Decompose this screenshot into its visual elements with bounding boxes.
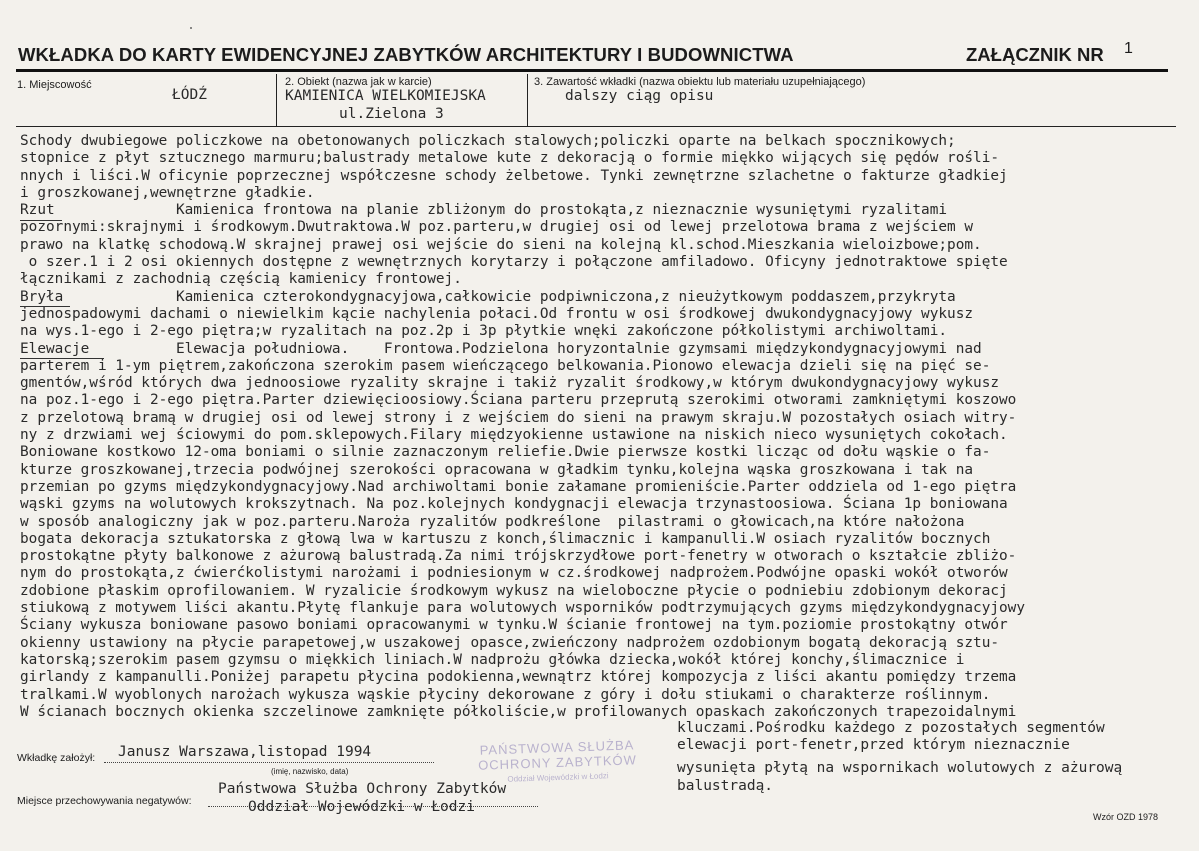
object-value-line1: KAMIENICA WIELKOMIEJSKA [285,88,486,104]
locality-value: ŁÓDŹ [172,87,207,103]
object-label: 2. Obiekt (nazwa jak w karcie) [285,76,432,88]
description-text: Schody dwubiegowe policzkowe na obetonowanych policzkach stalowych;policzki oparte na belkach spocznikowych; stopnice z płyt sztucznego marmuru;balustrady metalowe kute z dekoracją o formie miękko wijących się pędów rośli- nnych i liści.W oficynie poprzecznej współczesne schody żelbetowe. Tynki zewnętrzne szlachetne o fakturze gładkiej i groszkowanej,wewnętrzne gładkie. Rzut Kamienica frontowa na planie zbliżonym do prostokąta,z nieznacznie wysuniętymi ryzalitami pozornymi:skrajnymi i środkowym.Dwutraktowa.W poz.parteru,w drugiej osi od lewej przelotowa brama z wejściem w prawo na klatkę schodową.W skrajnej prawej osi wejście do sieni na kolejną kl.schod.Mieszkania wieloizbowe;pom. o szer.1 i 2 osi okiennych dostępne z wewnętrznych korytarzy i połączone amfiladowo. Oficyny jednotraktowe spięte łącznikami z zachodnią częścią kamienicy frontowej. Bryła Kamienica czterokondygnacyjowa,całkowicie podpiwniczona,z nieużytkowym poddaszem,przykryta jednospadowymi dachami o niewielkim kącie nachylenia połaci.Od frontu w osi środkowej dwukondygnacyjowy wykusz na wys.1-ego i 2-ego piętra;w ryzalitach na poz.2p i 3p płytkie wnęki zakończone półkolistymi archiwoltami. Elewacje Elewacja południowa. Frontowa.Podzielona horyzontalnie gzymsami międzykondygnacyjowymi nad parterem i 1-ym piętrem,zakończona szerokim pasem wieńczącego belkowania.Pionowo elewacja dzieli się na pięć se- gmentów,wśród których dwa jednoosiowe ryzality skrajne i takiż ryzalit środkowy,w którym dwukondygnacyjowy wykusz na poz.1-ego i 2-ego piętra.Parter dziewięcioosiowy.Ściana parteru przeprutą szerokimi otworami zamkniętymi koszowo z przelotową bramą w drugiej osi od lewej strony i z wejściem do sieni na prawym skraju.W pozostałych osiach witry- ny z drzwiami wej ściowymi do pom.sklepowych.Filary międzyokienne ustawione na niskich nieco wysuniętych cokołach. Boniowane kostkowo 12-oma boniami o silnie zaznaczonym reliefie.Dwie pierwsze kostki licząc od dołu wąskie o fa- kturze groszkowanej,trzecia podwójnej szerokości opracowana w gładkim tynku,kolejna wąska groszkowana i tak na przemian po gzyms międzykondygnacyjowy.Nad archiwoltami bonie załamane promieniście.Parter oddziela od 1-ego piętra wąski gzyms na wolutowych krokszytnach. Na poz.kolejnych kondygnacji elewacja trzynastoosiowa. Ściana 1p boniowana w sposób analogiczny jak w poz.parteru.Naroża ryzalitów podkreślone pilastrami o głowicach,na które nałożona bogata dekoracja sztukatorska z głową lwa w kartuszu z konch,ślimacznic i kampanulli.W osiach ryzalitów bocznych prostokątne płyty balkonowe z ażurową balustradą.Za nimi trójskrzydłowe port-fenetry w otworach o kształcie zbliżo- nym do prostokąta,z ćwierćkolistymi narożami i podniesionym w cz.środkowej nadprożem.Podwójne opaski wokół otworów zdobione płaskim oprofilowaniem. W ryzalicie środkowym wykusz na wieloboczne płycie o podniebiu zdobionym dekoracj stiukową z motywem liści akantu.Płytę flankuje para wolutowych wsporników podtrzymujących gzyms międzykondygnacyjowy Ściany wykusza boniowane pasowo boniami opracowanymi w tynku.W ścianie frontowej na tym.poziomie prostokątny otwór okienny ustawiony na płycie parapetowej,w uszakowej opasce,zwieńczony nadprożem ozdobionym bogatą dekoracją sztu- katorską;szerokim pasem gzymsu o miękkich liniach.W nadprożu główka dziecka,wokół której konchy,ślimacznice i girlandy z kampanulli.Poniżej parapetu płycina podokienna,wewnątrz której kompozycja z liści akantu pomiędzy trzema tralkami.W wyoblonych narożach wykusza wąskie płyciny dekorowane z góry i dołu stiukami o charakterze roślinnym. W ścianach bocznych okienka szczelinowe zamknięte półkoliście,w profilowanych opaskach zakończonych trapezoidalnymi [20,133,1026,720]
attachment-number: 1 [1124,40,1133,57]
field-divider [16,126,1176,127]
negatives-value-line1: Państwowa Służba Ochrony Zabytków [218,781,507,797]
prepared-by-hint: (imię, nazwisko, data) [271,767,349,776]
contents-label: 3. Zawartość wkładki (nazwa obiektu lub materiału uzupełniającego) [534,76,866,88]
negatives-label: Miejsce przechowywania negatywów: [17,795,192,807]
contents-value: dalszy ciąg opisu [565,88,714,104]
attachment-label: ZAŁĄCZNIK NR [966,44,1104,65]
official-stamp [469,737,645,788]
locality-label: 1. Miejscowość [17,79,92,91]
prepared-by-label: Wkładkę założył: [17,752,96,764]
form-title: WKŁADKA DO KARTY EWIDENCYJNEJ ZABYTKÓW ARCHITEKTURY I BUDOWNICTWA [18,44,794,65]
form-code: Wzór OZD 1978 [1093,812,1159,822]
stamp-line2: OCHRONY ZABYTKÓW [477,752,638,773]
prepared-by-value: Janusz Warszawa,listopad 1994 [118,744,372,760]
header-divider [16,69,1168,72]
stamp-line3: Oddział Wojewódzki w Łodzi [507,771,609,784]
object-value-line2: ul.Zielona 3 [339,106,444,122]
continuation-line3: wysunięta płytą na wspornikach wolutowych z ażurową [677,760,1123,776]
stamp-line1: PAŃSTWOWA SŁUŻBA [479,737,635,758]
punch-mark [190,27,192,29]
negatives-value-line2: Oddział Wojewódzki w Łodzi [248,799,475,815]
continuation-line1: kluczami.Pośrodku każdego z pozostałych segmentów [677,720,1105,736]
continuation-line4: balustradą. [677,778,774,794]
prepared-by-line [104,762,434,763]
continuation-line2: elewacji port-fenetr,przed którym nieznacznie [677,737,1070,753]
